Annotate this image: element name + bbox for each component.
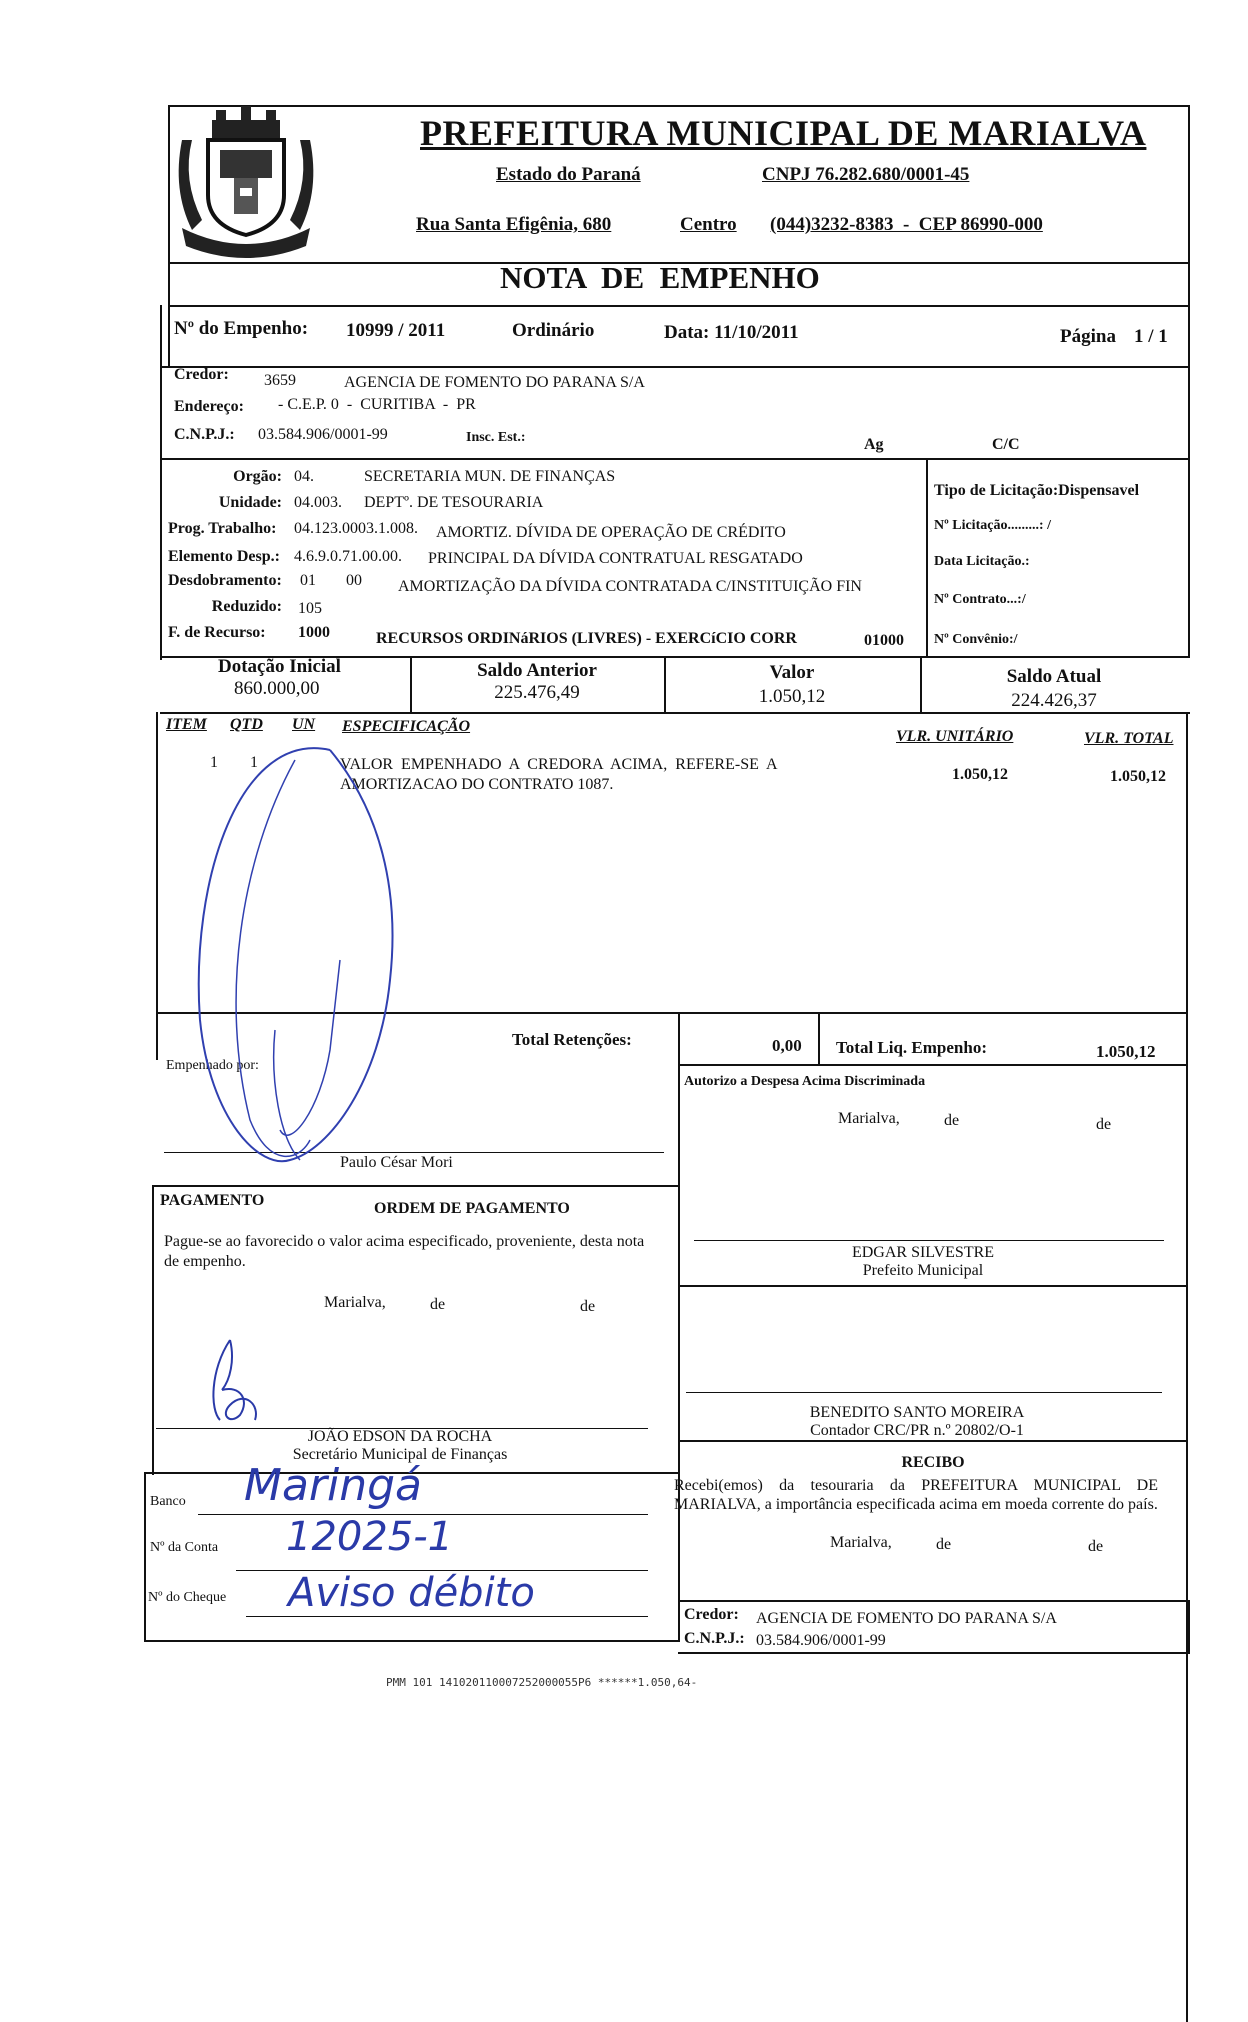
autorizo-place: Marialva,	[838, 1110, 900, 1127]
recibo-de2: de	[1088, 1538, 1104, 1555]
contador-name: BENEDITO SANTO MOREIRA	[809, 1404, 1025, 1421]
item-vlr-total: 1.050,12	[1110, 768, 1166, 785]
autorizo-de1: de	[944, 1112, 960, 1129]
cheque-label: Nº do Cheque	[148, 1590, 227, 1605]
dotacao-value: 860.000,00	[234, 678, 320, 699]
cheque-handwritten: Aviso débito	[288, 1570, 535, 1616]
saldo-atual-value: 224.426,37	[1011, 690, 1097, 711]
secretario-signature-scribble	[200, 1330, 290, 1430]
total-liquido-value: 1.050,12	[1096, 1042, 1156, 1061]
orgao-label: Orgão:	[233, 468, 282, 485]
empenho-date: Data: 11/10/2011	[664, 322, 799, 343]
conta-label: Nº da Conta	[150, 1540, 219, 1555]
col-espec-header: ESPECIFICAÇÃO	[342, 718, 471, 735]
empenho-number-label: Nº do Empenho:	[174, 318, 309, 339]
pagamento-place: Marialva,	[324, 1294, 386, 1311]
endereco-value: - C.E.P. 0 - CURITIBA - PR	[278, 396, 476, 413]
dotacao-label: Dotação Inicial	[218, 656, 341, 677]
item-qtd: 1	[250, 754, 258, 771]
insc-est-label: Insc. Est.:	[466, 430, 526, 445]
unidade-label: Unidade:	[218, 494, 282, 511]
reduzido-label: Reduzido:	[211, 598, 282, 615]
tipo-licitacao: Tipo de Licitação:Dispensavel	[934, 482, 1140, 499]
desd-name: AMORTIZAÇÃO DA DÍVIDA CONTRATADA C/INSTITUIÇÃO FIN	[398, 578, 862, 595]
credor-label: Credor:	[174, 366, 229, 383]
header-district: Centro	[680, 214, 737, 235]
cnpj-label: C.N.P.J.:	[174, 426, 235, 443]
licitacao-divider	[926, 458, 928, 658]
total-retencoes-value: 0,00	[772, 1036, 802, 1055]
desd-code: 01	[300, 572, 316, 589]
col-un-header: UN	[292, 716, 316, 733]
prefeito-bottom-line	[678, 1285, 1188, 1287]
footer-code: PMM 101 141020110007252000055P6 ******1.050,64-	[386, 1676, 698, 1689]
frame-left-items	[156, 712, 158, 1060]
total-retencoes-label: Total Retenções:	[512, 1030, 632, 1049]
header-phone-cep: (044)3232-8383 - CEP 86990-000	[770, 214, 1043, 235]
banco-label: Banco	[150, 1494, 186, 1509]
numero-contrato: Nº Contrato...:/	[934, 592, 1026, 607]
coat-of-arms-logo	[172, 100, 320, 258]
desd-label: Desdobramento:	[168, 572, 282, 589]
saldo-anterior-label: Saldo Anterior	[477, 660, 597, 681]
recibo-cnpj-label: C.N.P.J.:	[684, 1630, 745, 1647]
frame-top	[168, 105, 1190, 107]
banco-handwritten: Maringá	[244, 1460, 423, 1511]
contador-bottom-line	[678, 1440, 1188, 1442]
totals-bottom-right	[678, 1064, 1188, 1066]
frame-left-banco	[144, 1472, 146, 1642]
empenhado-signature-scribble	[180, 720, 480, 1180]
doc-title: NOTA DE EMPENHO	[500, 260, 820, 295]
elem-code: 4.6.9.0.71.00.00.	[294, 548, 402, 565]
autorizo-label: Autorizo a Despesa Acima Discriminada	[684, 1074, 926, 1089]
empenho-bottom-line	[160, 366, 1190, 368]
pagamento-top-line	[152, 1185, 678, 1187]
credor-name: AGENCIA DE FOMENTO DO PARANA S/A	[344, 374, 645, 391]
secretario-role: Secretário Municipal de Finanças	[292, 1446, 508, 1463]
prog-label: Prog. Trabalho:	[168, 520, 277, 537]
elem-label: Elemento Desp.:	[168, 548, 280, 565]
title-bottom-line	[168, 305, 1190, 307]
col-vlr-total-header: VLR. TOTAL	[1084, 730, 1174, 747]
prefeito-signature-line	[694, 1240, 1164, 1241]
recibo-text: Recebi(emos) da tesouraria da PREFEITURA MUNICIPAL DE MARIALVA, a importância especificada acima em moeda corrente do país.	[674, 1477, 1158, 1513]
item-vlr-unit: 1.050,12	[952, 766, 1008, 783]
empenho-type: Ordinário	[512, 320, 595, 341]
valor-value: 1.050,12	[758, 686, 826, 707]
data-licitacao: Data Licitação.:	[934, 554, 1030, 569]
contador-signature-line	[686, 1392, 1162, 1393]
prog-code: 04.123.0003.1.008.	[294, 520, 418, 537]
elem-name: PRINCIPAL DA DÍVIDA CONTRATUAL RESGATADO	[428, 550, 803, 567]
prefeito-role: Prefeito Municipal	[862, 1262, 984, 1279]
credor-code: 3659	[264, 372, 296, 389]
pagamento-de1: de	[430, 1296, 446, 1313]
reduzido-value: 105	[298, 600, 322, 617]
recibo-bottom-line	[678, 1600, 1188, 1602]
valor-label: Valor	[769, 662, 815, 683]
frame-left-pag	[152, 1185, 154, 1475]
header-state: Estado do Paraná	[496, 164, 641, 185]
header-cnpj: CNPJ 76.282.680/0001-45	[762, 164, 970, 185]
col-item-header: ITEM	[166, 716, 207, 733]
autorizo-de2: de	[1096, 1116, 1112, 1133]
page-label: Página	[1060, 326, 1116, 347]
pagamento-label: PAGAMENTO	[160, 1192, 265, 1209]
frame-left-title	[168, 262, 170, 367]
secretario-name: JOÃO EDSON DA ROCHA	[307, 1428, 493, 1445]
numero-convenio: Nº Convênio:/	[934, 632, 1018, 647]
empenhado-signer: Paulo César Mori	[340, 1154, 453, 1171]
pagamento-de2: de	[580, 1298, 596, 1315]
lower-center-divider	[678, 1012, 680, 1642]
header-address: Rua Santa Efigênia, 680	[416, 214, 612, 235]
desd-code2: 00	[346, 572, 362, 589]
frame-right-bottom	[1188, 1600, 1190, 1654]
saldos-bottom-line	[160, 712, 1190, 714]
orgao-code: 04.	[294, 468, 314, 485]
recibo-credor-label: Credor:	[684, 1606, 739, 1623]
totals-div	[818, 1012, 820, 1066]
recibo-place: Marialva,	[830, 1534, 892, 1551]
item-description-line1: VALOR EMPENHADO A CREDORA ACIMA, REFERE-SE A	[340, 756, 778, 773]
header-title: PREFEITURA MUNICIPAL DE MARIALVA	[420, 113, 1147, 153]
frame-right-top	[1188, 105, 1190, 370]
frame-left-mid	[160, 305, 162, 660]
cheque-line	[246, 1616, 648, 1617]
saldo-atual-label: Saldo Atual	[1006, 666, 1102, 687]
recurso-name: RECURSOS ORDINáRIOS (LIVRES) - EXERCíCIO CORR	[376, 630, 797, 647]
frame-right-mid	[1188, 366, 1190, 658]
recibo-credor-name: AGENCIA DE FOMENTO DO PARANA S/A	[756, 1610, 1057, 1627]
total-liquido-label: Total Liq. Empenho:	[836, 1038, 987, 1057]
item-description-line2: AMORTIZACAO DO CONTRATO 1087.	[340, 776, 614, 793]
frame-left-top	[168, 105, 170, 265]
endereco-label: Endereço:	[174, 398, 244, 415]
recibo-title: RECIBO	[901, 1454, 965, 1471]
numero-licitacao: Nº Licitação.........: /	[934, 518, 1051, 533]
recurso-code2: 01000	[864, 632, 904, 649]
ag-label: Ag	[864, 436, 884, 453]
recibo-de1: de	[936, 1536, 952, 1553]
prefeito-name: EDGAR SILVESTRE	[851, 1244, 995, 1261]
saldo-anterior-value: 225.476,49	[494, 682, 580, 703]
recibo-cnpj-value: 03.584.906/0001-99	[756, 1632, 886, 1649]
recurso-label: F. de Recurso:	[168, 624, 266, 641]
pagamento-text: Pague-se ao favorecido o valor acima especificado, proveniente, desta nota de empenho.	[164, 1233, 645, 1270]
col-qtd-header: QTD	[230, 716, 263, 733]
unidade-code: 04.003.	[294, 494, 342, 511]
frame-bottom-left	[144, 1640, 680, 1642]
cc-label: C/C	[992, 436, 1020, 453]
contador-role: Contador CRC/PR n.º 20802/O-1	[810, 1422, 1024, 1439]
empenho-number: 10999 / 2011	[346, 320, 446, 341]
unidade-name: DEPTº. DE TESOURARIA	[364, 494, 544, 511]
frame-bottom-right	[678, 1652, 1188, 1654]
cnpj-value: 03.584.906/0001-99	[258, 426, 388, 443]
ordem-pagamento-label: ORDEM DE PAGAMENTO	[374, 1200, 570, 1217]
page-number: 1 / 1	[1134, 326, 1168, 347]
recurso-code: 1000	[298, 624, 330, 641]
empenhado-por-label: Empenhado por:	[166, 1058, 259, 1073]
prog-name: AMORTIZ. DÍVIDA DE OPERAÇÃO DE CRÉDITO	[436, 524, 786, 541]
col-vlr-unit-header: VLR. UNITÁRIO	[896, 728, 1014, 745]
frame-right-lower	[1186, 712, 1188, 2022]
item-number: 1	[210, 754, 218, 771]
conta-handwritten: 12025-1	[286, 1514, 454, 1560]
orgao-name: SECRETARIA MUN. DE FINANÇAS	[364, 468, 616, 485]
credor-bottom-line	[160, 458, 1190, 460]
